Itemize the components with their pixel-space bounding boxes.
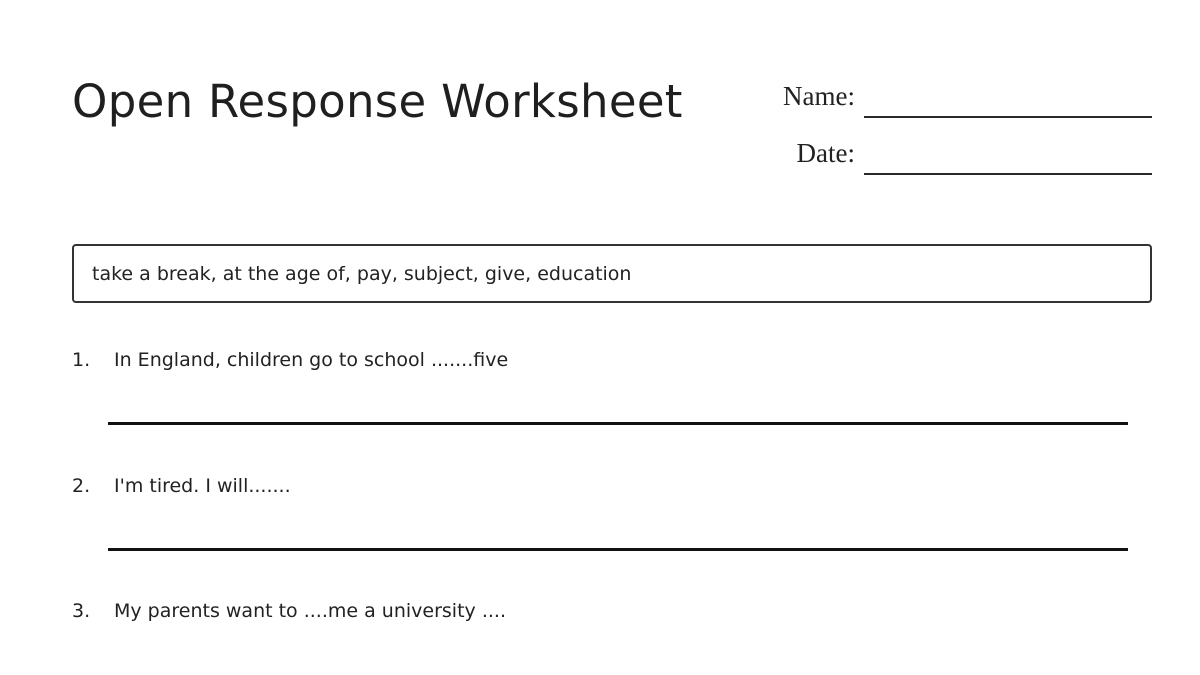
word-bank-box: [72, 244, 1152, 303]
question-text: My parents want to ....me a university ....: [114, 600, 506, 622]
name-label: Name:: [783, 81, 855, 111]
question-number: 3.: [72, 600, 91, 622]
question-text: I'm tired. I will.......: [114, 475, 291, 497]
question-number: 2.: [72, 475, 91, 497]
question-number: 1.: [72, 349, 91, 371]
worksheet-title: Open Response Worksheet: [72, 75, 683, 128]
date-field: [760, 135, 1152, 175]
date-label: Date:: [796, 138, 855, 168]
answer-line[interactable]: [108, 422, 1128, 425]
answer-line[interactable]: [108, 548, 1128, 551]
word-bank-text: take a break, at the age of, pay, subject, give, education: [92, 263, 632, 285]
name-field: [760, 78, 1152, 118]
date-blank-line[interactable]: [864, 173, 1152, 175]
question-text: In England, children go to school .......five: [114, 349, 509, 371]
name-blank-line[interactable]: [864, 116, 1152, 118]
